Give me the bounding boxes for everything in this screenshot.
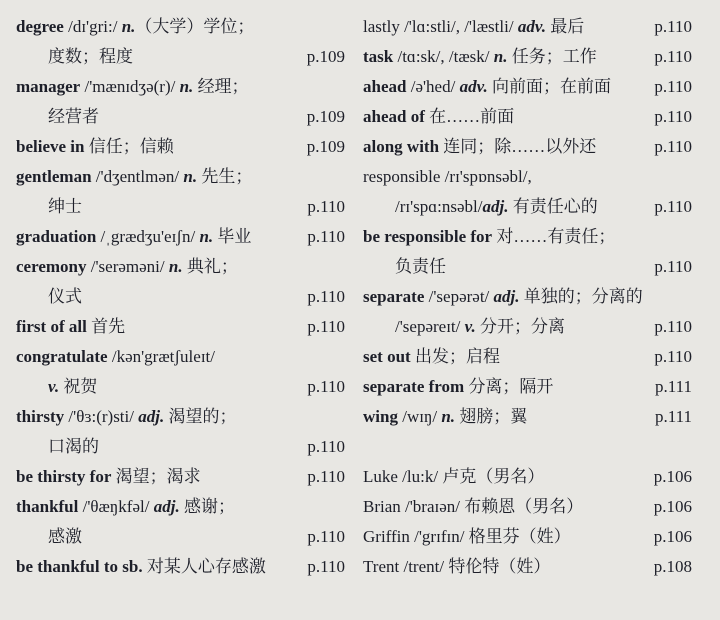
pos-abbrev: adv. xyxy=(459,77,488,96)
entry-text: 分开；分离 xyxy=(475,317,566,336)
line-text xyxy=(363,522,571,552)
headword: ahead of xyxy=(363,107,425,126)
entry-text: /ˌgrædʒu'eɪʃn/ xyxy=(96,227,200,246)
vocab-line xyxy=(363,162,692,192)
entry-text: 仪式 xyxy=(48,287,82,306)
vocab-line xyxy=(16,462,345,492)
entry-text: Brian /'braɪən/ 布赖恩（男名） xyxy=(363,497,584,516)
pos-abbrev: v. xyxy=(464,317,476,336)
line-text xyxy=(363,42,597,72)
page-number: p.110 xyxy=(307,377,345,396)
entry-text: 分离；隔开 xyxy=(464,377,554,396)
vocab-line xyxy=(16,192,345,222)
entry-text: /kən'grætʃuleɪt/ xyxy=(107,347,215,366)
vocab-line xyxy=(16,282,345,312)
line-text xyxy=(363,162,532,192)
vocab-line xyxy=(16,552,345,582)
vocab-line xyxy=(363,402,692,432)
entry-text: 任务；工作 xyxy=(507,47,597,66)
entry-text: 负责任 xyxy=(395,257,446,276)
vocab-line xyxy=(16,222,345,252)
page-number: p.110 xyxy=(654,257,692,276)
entry-text: 首先 xyxy=(86,317,126,336)
entry-text: 有责任心的 xyxy=(508,197,598,216)
headword: ceremony xyxy=(16,257,87,276)
entry-text: 感谢； xyxy=(179,497,235,516)
page-number: p.110 xyxy=(654,17,692,36)
page-number: p.106 xyxy=(653,527,692,546)
entry-text: /'mænɪdʒə(r)/ xyxy=(80,77,180,96)
pos-abbrev: n. xyxy=(179,77,194,96)
headword: along with xyxy=(363,137,440,156)
headword: believe in xyxy=(16,137,85,156)
line-text xyxy=(16,522,82,552)
pos-abbrev: v. xyxy=(48,377,60,396)
line-text xyxy=(16,312,125,342)
page-number: p.111 xyxy=(655,407,692,426)
vocab-column-right xyxy=(363,12,692,582)
headword: task xyxy=(363,47,394,66)
line-text xyxy=(16,162,252,192)
page-number: p.110 xyxy=(654,347,692,366)
line-text xyxy=(16,492,235,522)
headword: thirsty xyxy=(16,407,65,426)
headword: wing xyxy=(363,407,398,426)
line-text xyxy=(363,342,500,372)
line-text xyxy=(363,372,553,402)
pos-abbrev: n. xyxy=(199,227,214,246)
line-text xyxy=(363,552,550,582)
page-number: p.106 xyxy=(653,467,692,486)
spacer-line xyxy=(363,432,692,462)
entry-text: /'sepəreɪt/ xyxy=(395,317,465,336)
page-number: p.110 xyxy=(307,467,345,486)
pos-abbrev: adj. xyxy=(493,287,520,306)
entry-text: 出发；启程 xyxy=(410,347,500,366)
vocab-line xyxy=(363,12,692,42)
vocab-line xyxy=(363,132,692,162)
entry-text: Luke /lu:k/ 卢克（男名） xyxy=(363,467,545,486)
entry-text: /'dʒentlmən/ xyxy=(91,167,184,186)
line-text xyxy=(16,102,99,132)
pos-abbrev: n. xyxy=(493,47,508,66)
line-text xyxy=(16,372,97,402)
headword: degree xyxy=(16,17,64,36)
vocab-line xyxy=(363,42,692,72)
vocab-column-left xyxy=(16,12,345,582)
entry-text: 最后 xyxy=(546,17,585,36)
vocab-line xyxy=(363,552,692,582)
line-text xyxy=(16,432,99,462)
line-text xyxy=(16,132,174,162)
page-number: p.109 xyxy=(306,137,345,156)
headword: separate from xyxy=(363,377,465,396)
entry-text: 祝贺 xyxy=(59,377,98,396)
entry-text: 经理； xyxy=(193,77,249,96)
vocab-line xyxy=(363,312,692,342)
headword: thankful xyxy=(16,497,79,516)
line-text xyxy=(363,72,611,102)
entry-text: /'θæŋkfəl/ xyxy=(78,497,154,516)
entry-text: 连同；除……以外还 xyxy=(439,137,597,156)
headword: graduation xyxy=(16,227,97,246)
entry-text: 口渴的 xyxy=(48,437,99,456)
vocab-line xyxy=(16,492,345,522)
vocab-line xyxy=(16,522,345,552)
entry-text: /'serəməni/ xyxy=(86,257,169,276)
page-number: p.111 xyxy=(655,377,692,396)
entry-text: /ə'hed/ xyxy=(406,77,460,96)
vocab-line xyxy=(363,102,692,132)
page-number: p.106 xyxy=(653,497,692,516)
page-number: p.110 xyxy=(654,77,692,96)
page-number: p.110 xyxy=(307,437,345,456)
vocab-line xyxy=(16,312,345,342)
page-number: p.110 xyxy=(307,227,345,246)
vocab-line xyxy=(363,222,692,252)
page-number: p.110 xyxy=(654,197,692,216)
vocab-line xyxy=(363,372,692,402)
page-number: p.110 xyxy=(654,107,692,126)
line-text xyxy=(16,252,238,282)
vocab-line xyxy=(16,72,345,102)
line-text xyxy=(363,282,643,312)
entry-text: /'θɜ:(r)sti/ xyxy=(64,407,139,426)
line-text xyxy=(16,282,82,312)
entry-text: 信任；信赖 xyxy=(84,137,174,156)
entry-text: /dɪ'gri:/ xyxy=(63,17,122,36)
page-number: p.110 xyxy=(307,557,345,576)
headword: be responsible for xyxy=(363,227,493,246)
entry-text: 单独的；分离的 xyxy=(519,287,643,306)
headword: first of all xyxy=(16,317,87,336)
line-text xyxy=(363,222,615,252)
entry-text: Trent /trent/ 特伦特（姓） xyxy=(363,557,551,576)
line-text xyxy=(16,402,236,432)
headword: ahead xyxy=(363,77,407,96)
entry-text: 对某人心存感激 xyxy=(142,557,266,576)
page-number: p.110 xyxy=(654,317,692,336)
pos-abbrev: n. xyxy=(441,407,456,426)
line-text xyxy=(363,492,583,522)
page-number: p.110 xyxy=(307,197,345,216)
page-number: p.110 xyxy=(654,47,692,66)
entry-text: 度数；程度 xyxy=(48,47,133,66)
vocab-line xyxy=(16,372,345,402)
headword: be thirsty for xyxy=(16,467,112,486)
entry-text: 典礼； xyxy=(182,257,238,276)
entry-text: 翅膀；翼 xyxy=(455,407,528,426)
entry-text: /rɪ'spɑ:nsəbl/ xyxy=(395,197,483,216)
vocab-line xyxy=(16,432,345,462)
pos-abbrev: adj. xyxy=(138,407,165,426)
entry-text: （大学）学位； xyxy=(135,17,255,36)
entry-text: 毕业 xyxy=(213,227,252,246)
entry-text: 向前面；在前面 xyxy=(487,77,611,96)
line-text xyxy=(16,12,254,42)
entry-text: responsible /rɪ'spɒnsəbl/, xyxy=(363,167,532,186)
pos-abbrev: adv. xyxy=(517,17,546,36)
line-text xyxy=(16,222,251,252)
vocab-line xyxy=(363,252,692,282)
page-number: p.110 xyxy=(307,317,345,336)
entry-text: 先生； xyxy=(197,167,253,186)
vocab-line xyxy=(363,462,692,492)
line-text xyxy=(363,312,565,342)
entry-text: 渴望；渴求 xyxy=(111,467,201,486)
vocab-line xyxy=(16,102,345,132)
vocab-line xyxy=(363,342,692,372)
entry-text: /wɪŋ/ xyxy=(397,407,442,426)
headword: gentleman xyxy=(16,167,92,186)
page-number: p.109 xyxy=(306,107,345,126)
pos-abbrev: adj. xyxy=(153,497,180,516)
line-text xyxy=(363,102,514,132)
headword: set out xyxy=(363,347,411,366)
headword: manager xyxy=(16,77,81,96)
pos-abbrev: adj. xyxy=(482,197,509,216)
headword: congratulate xyxy=(16,347,108,366)
vocab-line xyxy=(16,162,345,192)
line-text xyxy=(16,72,249,102)
line-text xyxy=(363,192,598,222)
page-number: p.108 xyxy=(653,557,692,576)
vocab-line xyxy=(16,252,345,282)
line-text xyxy=(363,252,446,282)
entry-text: /tɑ:sk/, /tæsk/ xyxy=(393,47,494,66)
line-text xyxy=(16,192,82,222)
entry-text: 绅士 xyxy=(48,197,82,216)
entry-text: 对……有责任； xyxy=(492,227,616,246)
vocab-line xyxy=(363,522,692,552)
line-text xyxy=(363,12,584,42)
headword: separate xyxy=(363,287,425,306)
headword: be thankful to sb. xyxy=(16,557,143,576)
entry-text: Griffin /'grɪfɪn/ 格里芬（姓） xyxy=(363,527,571,546)
page-number: p.110 xyxy=(307,287,345,306)
entry-text: 经营者 xyxy=(48,107,99,126)
page-number: p.110 xyxy=(307,527,345,546)
page-number: p.109 xyxy=(306,47,345,66)
pos-abbrev: n. xyxy=(121,17,136,36)
vocab-line xyxy=(363,492,692,522)
vocab-line xyxy=(16,42,345,72)
entry-text: /'sepərət/ xyxy=(424,287,494,306)
vocab-line xyxy=(363,72,692,102)
vocab-line xyxy=(363,282,692,312)
line-text xyxy=(363,462,544,492)
line-text xyxy=(363,132,596,162)
page-number: p.110 xyxy=(654,137,692,156)
line-text xyxy=(16,462,201,492)
line-text xyxy=(16,42,133,72)
vocab-line xyxy=(16,12,345,42)
line-text xyxy=(16,342,215,372)
entry-text: 在……前面 xyxy=(424,107,515,126)
vocab-line xyxy=(16,132,345,162)
line-text xyxy=(363,402,527,432)
entry-text: lastly /'lɑ:stli/, /'læstli/ xyxy=(363,17,518,36)
entry-text: 渴望的； xyxy=(164,407,237,426)
pos-abbrev: n. xyxy=(168,257,183,276)
vocab-line xyxy=(363,192,692,222)
vocab-line xyxy=(16,342,345,372)
line-text xyxy=(16,552,266,582)
vocab-line xyxy=(16,402,345,432)
entry-text: 感激 xyxy=(48,527,82,546)
pos-abbrev: n. xyxy=(183,167,198,186)
